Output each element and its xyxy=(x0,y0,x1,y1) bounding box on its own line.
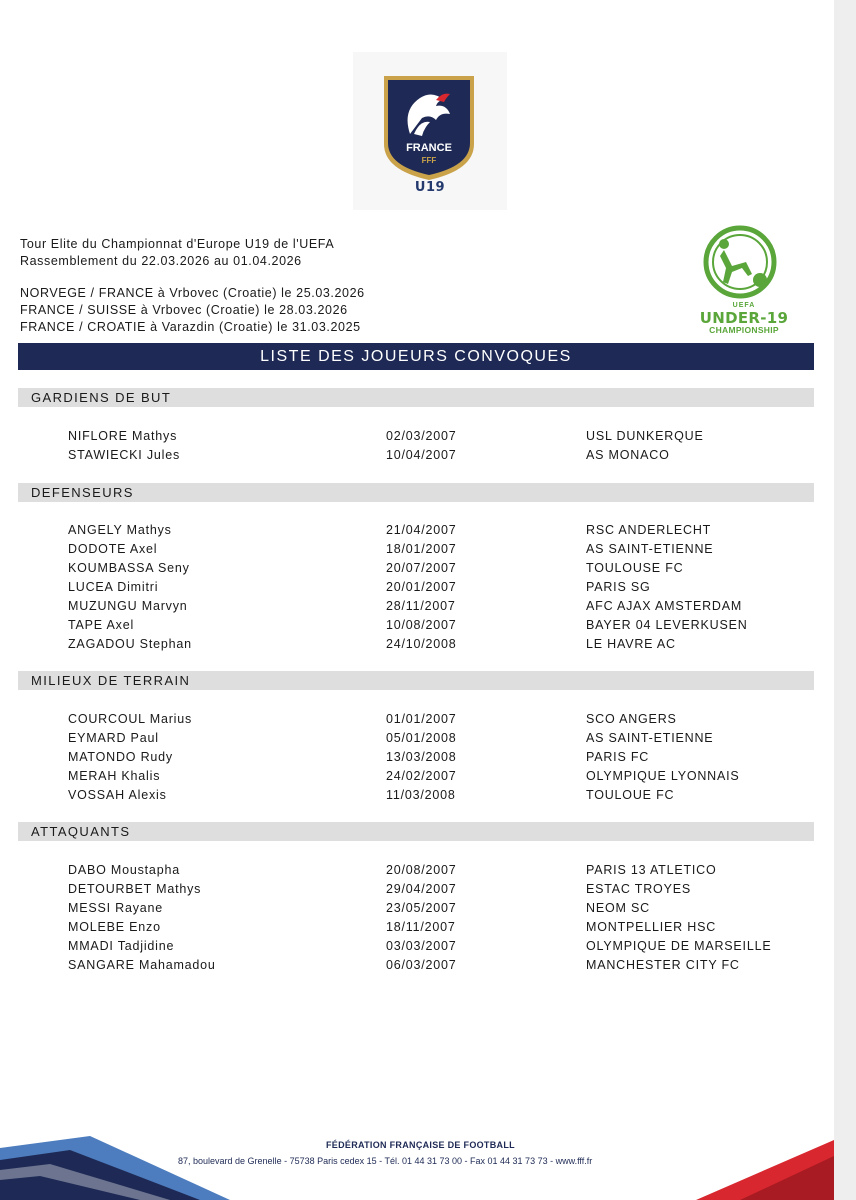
player-name: DODOTE Axel xyxy=(68,542,158,556)
player-club: BAYER 04 LEVERKUSEN xyxy=(586,618,748,632)
player-name: ZAGADOU Stephan xyxy=(68,637,192,651)
fff-crest-icon xyxy=(380,70,478,182)
player-dob: 24/02/2007 xyxy=(386,769,457,783)
player-dob: 29/04/2007 xyxy=(386,882,457,896)
fff-logo xyxy=(353,52,507,210)
player-row xyxy=(0,616,856,634)
player-club: AS MONACO xyxy=(586,448,670,462)
section-header-defenders: DEFENSEURS xyxy=(18,483,814,502)
under19-wordmark: UNDER-19 xyxy=(699,309,789,327)
player-name: NIFLORE Mathys xyxy=(68,429,178,443)
player-club: AS SAINT-ETIENNE xyxy=(586,542,714,556)
gathering-dates: Rassemblement du 22.03.2026 au 01.04.2026 xyxy=(20,254,302,268)
player-dob: 06/03/2007 xyxy=(386,958,457,972)
section-header-forwards: ATTAQUANTS xyxy=(18,822,814,841)
player-row xyxy=(0,729,856,747)
player-name: KOUMBASSA Seny xyxy=(68,561,190,575)
player-dob: 10/04/2007 xyxy=(386,448,457,462)
player-row xyxy=(0,918,856,936)
player-club: AS SAINT-ETIENNE xyxy=(586,731,714,745)
player-club: PARIS FC xyxy=(586,750,650,764)
player-name: EYMARD Paul xyxy=(68,731,159,745)
player-row xyxy=(0,446,856,464)
player-name: MMADI Tadjidine xyxy=(68,939,175,953)
squad-list-title: LISTE DES JOUEURS CONVOQUES xyxy=(18,343,814,370)
player-name: MERAH Khalis xyxy=(68,769,161,783)
federation-address: 87, boulevard de Grenelle - 75738 Paris cedex 15 - Tél. 01 44 31 73 00 - Fax 01 44 31 73 73 - www.fff.fr xyxy=(178,1156,593,1166)
player-club: TOULOUSE FC xyxy=(586,561,684,575)
player-dob: 13/03/2008 xyxy=(386,750,457,764)
player-club: NEOM SC xyxy=(586,901,650,915)
player-dob: 23/05/2007 xyxy=(386,901,457,915)
player-name: MOLEBE Enzo xyxy=(68,920,161,934)
player-dob: 21/04/2007 xyxy=(386,523,457,537)
player-name: LUCEA Dimitri xyxy=(68,580,159,594)
player-dob: 18/01/2007 xyxy=(386,542,457,556)
player-club: MANCHESTER CITY FC xyxy=(586,958,740,972)
federation-name: FÉDÉRATION FRANÇAISE DE FOOTBALL xyxy=(326,1140,515,1150)
match-line-1: NORVEGE / FRANCE à Vrbovec (Croatie) le 25.03.2026 xyxy=(20,286,365,300)
player-club: TOULOUE FC xyxy=(586,788,675,802)
player-dob: 28/11/2007 xyxy=(386,599,456,613)
player-club: AFC AJAX AMSTERDAM xyxy=(586,599,743,613)
player-dob: 03/03/2007 xyxy=(386,939,457,953)
player-dob: 24/10/2008 xyxy=(386,637,457,651)
player-row xyxy=(0,427,856,445)
match-line-2: FRANCE / SUISSE à Vrbovec (Croatie) le 28.03.2026 xyxy=(20,303,348,317)
player-dob: 01/01/2007 xyxy=(386,712,457,726)
player-row xyxy=(0,861,856,879)
player-row xyxy=(0,635,856,653)
player-name: DABO Moustapha xyxy=(68,863,180,877)
player-club: PARIS 13 ATLETICO xyxy=(586,863,717,877)
match-line-3: FRANCE / CROATIE à Varazdin (Croatie) le 31.03.2025 xyxy=(20,320,361,334)
player-dob: 11/03/2008 xyxy=(386,788,456,802)
player-dob: 20/07/2007 xyxy=(386,561,457,575)
player-club: ESTAC TROYES xyxy=(586,882,691,896)
player-club: SCO ANGERS xyxy=(586,712,677,726)
player-row xyxy=(0,956,856,974)
player-club: MONTPELLIER HSC xyxy=(586,920,717,934)
player-dob: 20/08/2007 xyxy=(386,863,457,877)
player-row xyxy=(0,786,856,804)
player-name: TAPE Axel xyxy=(68,618,135,632)
player-dob: 18/11/2007 xyxy=(386,920,456,934)
player-row xyxy=(0,710,856,728)
player-row xyxy=(0,559,856,577)
player-name: MESSI Rayane xyxy=(68,901,164,915)
section-header-midfielders: MILIEUX DE TERRAIN xyxy=(18,671,814,690)
player-row xyxy=(0,521,856,539)
player-row xyxy=(0,578,856,596)
player-row xyxy=(0,880,856,898)
uefa-ball-icon xyxy=(694,222,794,302)
uefa-wordmark: UEFA xyxy=(732,302,756,309)
player-row xyxy=(0,748,856,766)
player-row xyxy=(0,899,856,917)
player-club: OLYMPIQUE LYONNAIS xyxy=(586,769,740,783)
player-name: MATONDO Rudy xyxy=(68,750,173,764)
player-name: VOSSAH Alexis xyxy=(68,788,167,802)
player-row xyxy=(0,540,856,558)
player-club: LE HAVRE AC xyxy=(586,637,676,651)
team-category-label: U19 xyxy=(414,180,446,195)
player-name: ANGELY Mathys xyxy=(68,523,172,537)
player-dob: 05/01/2008 xyxy=(386,731,457,745)
section-header-goalkeepers: GARDIENS DE BUT xyxy=(18,388,814,407)
player-row xyxy=(0,937,856,955)
player-name: SANGARE Mahamadou xyxy=(68,958,216,972)
player-name: COURCOUL Marius xyxy=(68,712,193,726)
player-club: RSC ANDERLECHT xyxy=(586,523,712,537)
player-name: MUZUNGU Marvyn xyxy=(68,599,188,613)
player-dob: 10/08/2007 xyxy=(386,618,457,632)
player-name: DETOURBET Mathys xyxy=(68,882,202,896)
player-club: PARIS SG xyxy=(586,580,651,594)
crest-sub-text: FFF xyxy=(421,156,437,165)
competition-title: Tour Elite du Championnat d'Europe U19 de l'UEFA xyxy=(20,237,335,251)
player-name: STAWIECKI Jules xyxy=(68,448,181,462)
player-club: USL DUNKERQUE xyxy=(586,429,704,443)
championship-wordmark: CHAMPIONSHIP xyxy=(709,325,779,335)
player-club: OLYMPIQUE DE MARSEILLE xyxy=(586,939,772,953)
player-row xyxy=(0,597,856,615)
uefa-u19-logo xyxy=(694,222,794,340)
player-dob: 02/03/2007 xyxy=(386,429,457,443)
player-row xyxy=(0,767,856,785)
crest-text: FRANCE xyxy=(406,142,452,154)
player-dob: 20/01/2007 xyxy=(386,580,457,594)
